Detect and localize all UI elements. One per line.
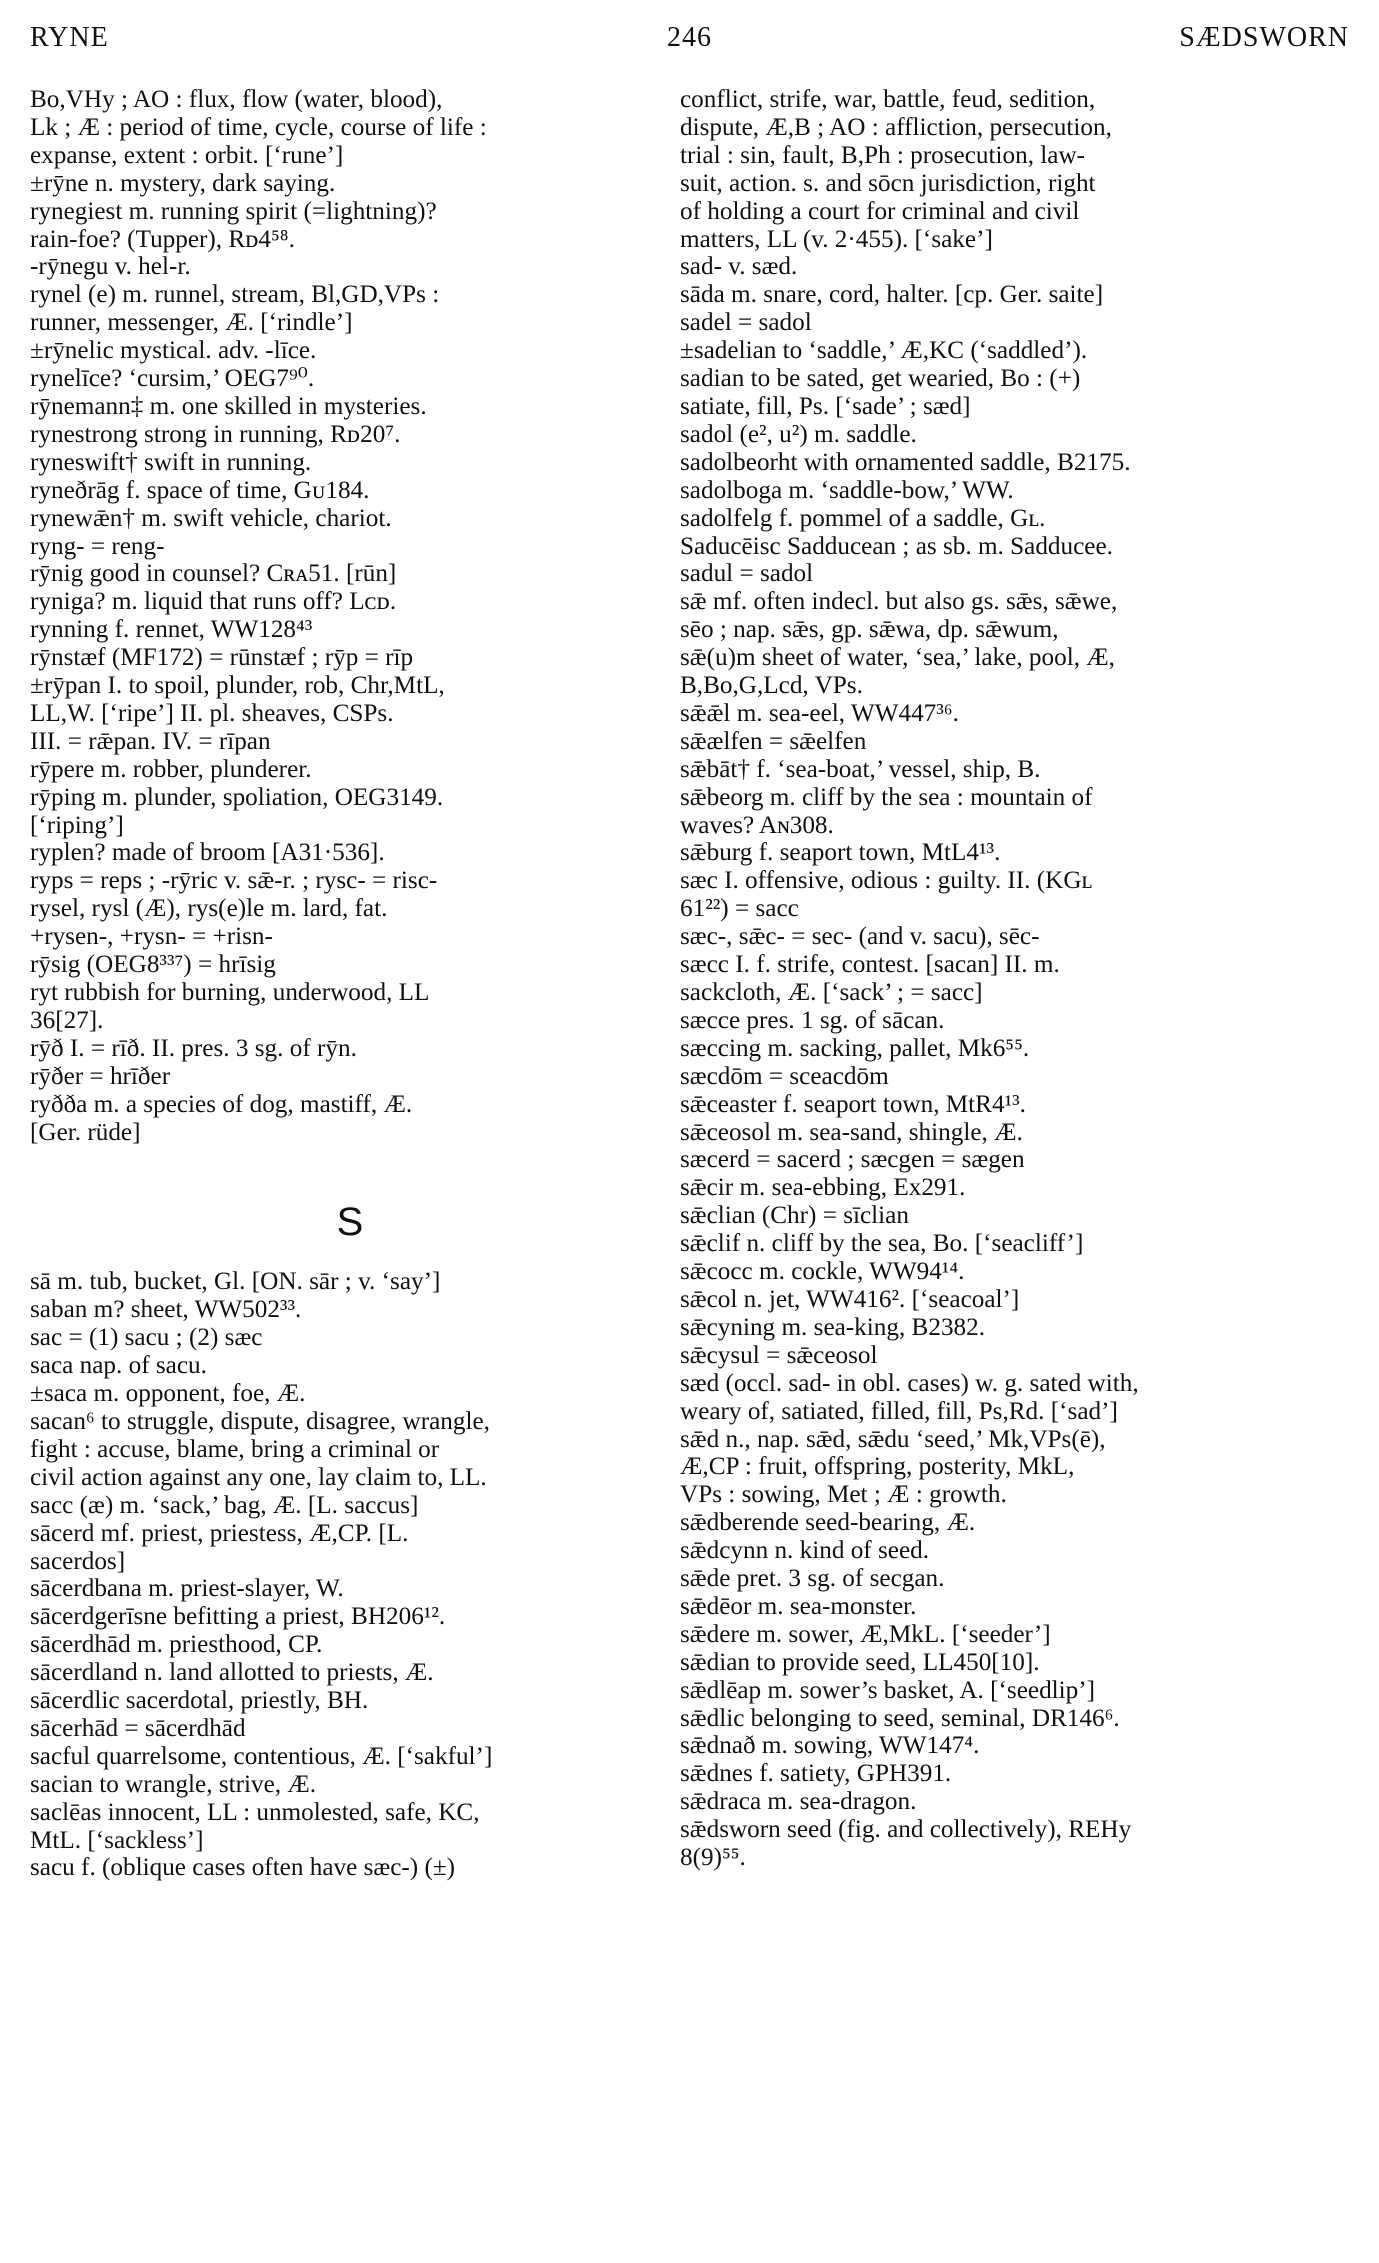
dictionary-line: Saducēisc Sadducean ; as sb. m. Sadducee. <box>680 532 1113 560</box>
dictionary-line: sēo ; nap. sǣs, gp. sǣwa, dp. sǣwum, <box>680 616 1059 644</box>
left-column-entries-r <box>30 86 670 1146</box>
dictionary-line: sǣdnes f. satiety, GPH391. <box>680 1760 952 1788</box>
dictionary-line: sǣcysul = sǣceosol <box>680 1341 878 1369</box>
dictionary-line: sǣcyning m. sea-king, B2382. <box>680 1313 986 1341</box>
dictionary-line: sadolfelg f. pommel of a saddle, Gʟ. <box>680 504 1046 532</box>
dictionary-line: sǣǣl m. sea-eel, WW447³⁶. <box>680 699 959 727</box>
header-last-word: SÆDSWORN <box>1179 22 1349 53</box>
dictionary-line: saclēas innocent, LL : unmolested, safe, KC, <box>30 1798 480 1826</box>
dictionary-line: ±rȳne n. mystery, dark saying. <box>30 169 336 197</box>
dictionary-line: sǣdian to provide seed, LL450[10]. <box>680 1648 1040 1676</box>
dictionary-line: sæccing m. sacking, pallet, Mk6⁵⁵. <box>680 1034 1030 1062</box>
dictionary-line: sadolboga m. ‘saddle-bow,’ WW. <box>680 476 1014 504</box>
dictionary-line: VPs : sowing, Met ; Æ : growth. <box>680 1481 1007 1509</box>
dictionary-line: ryt rubbish for burning, underwood, LL <box>30 979 430 1006</box>
dictionary-line: rynestrong strong in running, Rᴅ20⁷. <box>30 420 401 448</box>
dictionary-line: ryps = reps ; -rȳric v. sǣ-r. ; rysc- = risc- <box>30 867 438 895</box>
dictionary-line: saca nap. of sacu. <box>30 1352 207 1380</box>
dictionary-line: suit, action. s. and sōcn jurisdiction, right <box>680 169 1096 197</box>
dictionary-line: sǣde pret. 3 sg. of secgan. <box>680 1565 945 1593</box>
dictionary-line: 8(9)⁵⁵. <box>680 1844 746 1872</box>
header-first-word: RYNE <box>30 22 109 53</box>
dictionary-line: ryng- = reng- <box>30 532 165 560</box>
dictionary-line: sǣclif n. cliff by the sea, Bo. [‘seacliff’] <box>680 1230 1084 1258</box>
dictionary-line: sad- v. sæd. <box>680 253 798 281</box>
dictionary-line: ryneðrāg f. space of time, Gᴜ184. <box>30 476 370 504</box>
dictionary-line: sǣbāt† f. ‘sea-boat,’ vessel, ship, B. <box>680 755 1041 783</box>
dictionary-line: weary of, satiated, filled, fill, Ps,Rd. [‘sad’] <box>680 1397 1118 1425</box>
dictionary-line: sæcc I. f. strife, contest. [sacan] II. m. <box>680 951 1060 979</box>
dictionary-line: sæcerd = sacerd ; sæcgen = sægen <box>680 1146 1025 1174</box>
right-column-entries <box>680 86 1320 1872</box>
dictionary-line: MtL. [‘sackless’] <box>30 1826 204 1854</box>
page-header <box>30 22 1349 66</box>
page-number: 246 <box>667 22 712 53</box>
dictionary-line: trial : sin, fault, B,Ph : prosecution, law- <box>680 141 1086 169</box>
dictionary-line: satiate, fill, Ps. [‘sade’ ; sæd] <box>680 392 971 420</box>
dictionary-line: sācerdbana m. priest-slayer, W. <box>30 1575 344 1603</box>
dictionary-line: sǣclian (Chr) = sīclian <box>680 1202 909 1230</box>
dictionary-line: rynewǣn† m. swift vehicle, chariot. <box>30 504 392 532</box>
dictionary-line: sacan⁶ to struggle, dispute, disagree, wrangle, <box>30 1407 490 1435</box>
dictionary-line: sadian to be sated, get wearied, Bo : (+) <box>680 365 1081 393</box>
dictionary-line: [Ger. rüde] <box>30 1118 141 1146</box>
dictionary-line: -rȳnegu v. hel-r. <box>30 253 191 281</box>
dictionary-line: sacful quarrelsome, contentious, Æ. [‘sakful’] <box>30 1742 493 1770</box>
dictionary-line: rȳsig (OEG8³³⁷) = hrīsig <box>30 951 276 979</box>
dictionary-line: ±saca m. opponent, foe, Æ. <box>30 1380 306 1408</box>
dictionary-line: sæc I. offensive, odious : guilty. II. (KGʟ <box>680 867 1093 895</box>
dictionary-line: sac = (1) sacu ; (2) sæc <box>30 1324 263 1352</box>
dictionary-line: rain-foe? (Tupper), Rᴅ4⁵⁸. <box>30 225 295 253</box>
dictionary-line: sǣdraca m. sea-dragon. <box>680 1788 917 1816</box>
dictionary-line: sacian to wrangle, strive, Æ. <box>30 1770 317 1798</box>
dictionary-line: Æ,CP : fruit, offspring, posterity, MkL, <box>680 1453 1075 1481</box>
dictionary-line: rȳð I. = rīð. II. pres. 3 sg. of rȳn. <box>30 1034 357 1062</box>
dictionary-line: civil action against any one, lay claim to, LL. <box>30 1463 487 1491</box>
dictionary-line: matters, LL (v. 2·455). [‘sake’] <box>680 225 993 253</box>
dictionary-line: sǣcir m. sea-ebbing, Ex291. <box>680 1174 966 1202</box>
dictionary-line: +rysen-, +rysn- = +risn- <box>30 923 273 951</box>
dictionary-line: of holding a court for criminal and civil <box>680 197 1080 225</box>
dictionary-line: sǣdcynn n. kind of seed. <box>680 1537 930 1565</box>
dictionary-line: sācerd mf. priest, priestess, Æ,CP. [L. <box>30 1519 409 1547</box>
dictionary-line: rȳðer = hrīðer <box>30 1062 171 1090</box>
dictionary-line: conflict, strife, war, battle, feud, sedition, <box>680 86 1096 113</box>
dictionary-line: dispute, Æ,B ; AO : affliction, persecution, <box>680 113 1112 141</box>
dictionary-line: [‘riping’] <box>30 811 124 839</box>
dictionary-line: sācerhād = sācerdhād <box>30 1714 246 1742</box>
dictionary-line: sadul = sadol <box>680 560 814 588</box>
dictionary-line: sǣbeorg m. cliff by the sea : mountain of <box>680 783 1093 811</box>
left-column <box>30 86 670 1882</box>
dictionary-line: 61²²) = sacc <box>680 895 799 923</box>
dictionary-line: sacerdos] <box>30 1547 126 1575</box>
dictionary-line: ±rȳpan I. to spoil, plunder, rob, Chr,MtL, <box>30 672 445 700</box>
dictionary-line: rȳnig good in counsel? Cʀᴀ51. [rūn] <box>30 560 397 588</box>
dictionary-line: sackcloth, Æ. [‘sack’ ; = sacc] <box>680 979 983 1006</box>
dictionary-line: B,Bo,G,Lcd, VPs. <box>680 672 863 700</box>
dictionary-line: rysel, rysl (Æ), rys(e)le m. lard, fat. <box>30 895 388 923</box>
dictionary-line: ±rȳnelic mystical. adv. -līce. <box>30 337 317 365</box>
dictionary-line: ryðða m. a species of dog, mastiff, Æ. <box>30 1090 413 1118</box>
dictionary-line: sā m. tub, bucket, Gl. [ON. sār ; v. ‘say’] <box>30 1268 441 1296</box>
dictionary-line: sǣdsworn seed (fig. and collectively), REHy <box>680 1816 1132 1844</box>
dictionary-line: sǣdlic belonging to seed, seminal, DR146⁶. <box>680 1704 1120 1732</box>
dictionary-line: sǣd n., nap. sǣd, sǣdu ‘seed,’ Mk,VPs(ē), <box>680 1425 1106 1453</box>
dictionary-line: sācerdhād m. priesthood, CP. <box>30 1631 323 1659</box>
dictionary-line: sǣdere m. sower, Æ,MkL. [‘seeder’] <box>680 1620 1051 1648</box>
dictionary-line: rynegiest m. running spirit (=lightning)? <box>30 197 437 225</box>
dictionary-line: sǣ mf. often indecl. but also gs. sǣs, sǣwe, <box>680 588 1118 616</box>
right-column <box>680 86 1320 1872</box>
dictionary-line: sæcdōm = sceacdōm <box>680 1062 889 1090</box>
dictionary-line: sǣdēor m. sea-monster. <box>680 1592 917 1620</box>
dictionary-line: sāda m. snare, cord, halter. [cp. Ger. saite] <box>680 281 1104 309</box>
dictionary-line: Lk ; Æ : period of time, cycle, course of life : <box>30 113 487 141</box>
dictionary-line: sacu f. (oblique cases often have sæc-) (±) <box>30 1854 456 1882</box>
dictionary-line: sǣceosol m. sea-sand, shingle, Æ. <box>680 1118 1023 1146</box>
dictionary-line: waves? Aɴ308. <box>680 811 834 839</box>
dictionary-line: runner, messenger, Æ. [‘rindle’] <box>30 309 353 337</box>
dictionary-line: sācerdland n. land allotted to priests, Æ. <box>30 1659 434 1687</box>
dictionary-line: sadolbeorht with ornamented saddle, B2175. <box>680 448 1131 476</box>
dictionary-line: sadol (e², u²) m. saddle. <box>680 420 917 448</box>
dictionary-line: rȳnemann‡ m. one skilled in mysteries. <box>30 392 427 420</box>
dictionary-line: sacc (æ) m. ‘sack,’ bag, Æ. [L. saccus] <box>30 1491 419 1519</box>
dictionary-line: sæc-, sǣc- = sec- (and v. sacu), sēc- <box>680 923 1040 951</box>
dictionary-line: sǣ(u)m sheet of water, ‘sea,’ lake, pool, Æ, <box>680 644 1115 672</box>
dictionary-line: sǣdlēap m. sower’s basket, A. [‘seedlip’] <box>680 1676 1096 1704</box>
dictionary-line: sǣcol n. jet, WW416². [‘seacoal’] <box>680 1285 1020 1313</box>
dictionary-line: ryneswift† swift in running. <box>30 448 312 476</box>
dictionary-line: ±sadelian to ‘saddle,’ Æ,KC (‘saddled’). <box>680 337 1088 365</box>
dictionary-line: sǣælfen = sǣelfen <box>680 727 867 755</box>
dictionary-line: rȳping m. plunder, spoliation, OEG3149. <box>30 783 444 811</box>
dictionary-line: sǣdberende seed-bearing, Æ. <box>680 1509 976 1537</box>
dictionary-line: rȳnstæf (MF172) = rūnstæf ; rȳp = rīp <box>30 644 414 672</box>
dictionary-line: rynelīce? ‘cursim,’ OEG7⁹⁰. <box>30 365 315 393</box>
dictionary-line: rȳpere m. robber, plunderer. <box>30 755 312 783</box>
dictionary-line: sæd (occl. sad- in obl. cases) w. g. sated with, <box>680 1369 1139 1397</box>
dictionary-line: expanse, extent : orbit. [‘rune’] <box>30 141 344 169</box>
dictionary-line: sǣceaster f. seaport town, MtR4¹³. <box>680 1090 1026 1118</box>
dictionary-line: ryplen? made of broom [A31·536]. <box>30 839 385 867</box>
dictionary-line: sæcce pres. 1 sg. of sācan. <box>680 1006 945 1034</box>
dictionary-line: saban m? sheet, WW502³³. <box>30 1296 302 1324</box>
left-column-entries-s <box>30 1268 670 1882</box>
dictionary-line: sǣdnað m. sowing, WW147⁴. <box>680 1732 980 1760</box>
dictionary-line: sadel = sadol <box>680 309 812 337</box>
dictionary-line: 36[27]. <box>30 1006 104 1034</box>
dictionary-line: rynning f. rennet, WW128⁴³ <box>30 616 313 644</box>
dictionary-line: LL,W. [‘ripe’] II. pl. sheaves, CSPs. <box>30 699 394 727</box>
dictionary-line: sācerdlic sacerdotal, priestly, BH. <box>30 1687 369 1715</box>
dictionary-line: III. = rǣpan. IV. = rīpan <box>30 727 271 755</box>
dictionary-line: rynel (e) m. runnel, stream, Bl,GD,VPs : <box>30 281 440 309</box>
dictionary-line: sācerdgerīsne befitting a priest, BH206¹². <box>30 1603 446 1631</box>
dictionary-line: fight : accuse, blame, bring a criminal or <box>30 1435 440 1463</box>
dictionary-line: ryniga? m. liquid that runs off? Lᴄᴅ. <box>30 588 397 616</box>
dictionary-line: sǣburg f. seaport town, MtL4¹³. <box>680 839 1001 867</box>
dictionary-line: Bo,VHy ; AO : flux, flow (water, blood), <box>30 86 443 113</box>
dictionary-line: sǣcocc m. cockle, WW94¹⁴. <box>680 1258 965 1286</box>
section-letter: S <box>336 1200 364 1245</box>
